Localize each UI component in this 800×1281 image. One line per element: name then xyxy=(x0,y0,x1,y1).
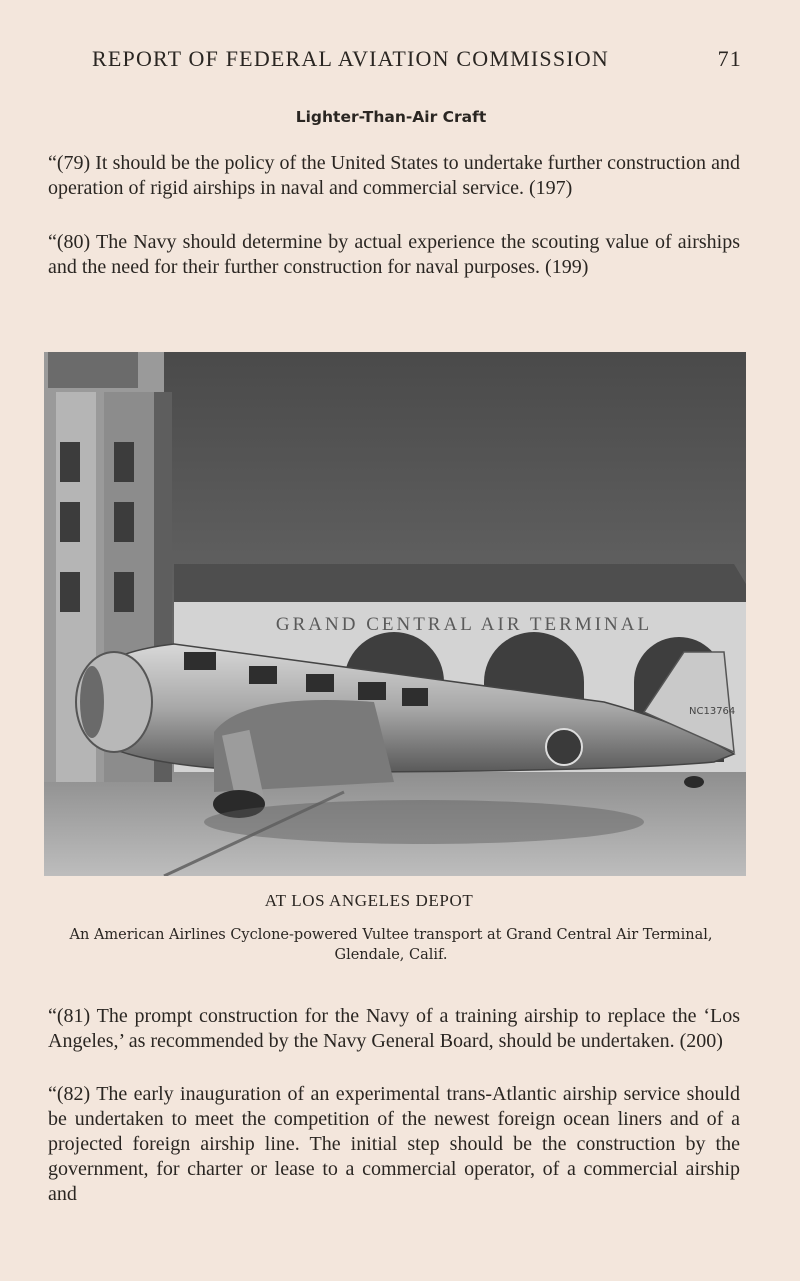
recommendation-82: “(82) The early inauguration of an experimental trans-Atlantic airship service should be undertaken to meet the competition of the newest foreign ocean liners and of a projected foreign airship line. The initial step should be the construction by the government, for charter or lease to a commercial operator, of a commercial airship and xyxy=(48,1083,740,1205)
photo-caption-title: AT LOS ANGELES DEPOT xyxy=(264,891,474,910)
photo-caption-text: An American Airlines Cyclone-powered Vultee transport at Grand Central Air Terminal, Glendale, Calif. xyxy=(69,927,713,963)
recommendation-81: “(81) The prompt construction for the Navy of a training airship to replace the ‘Los Angeles,’ as recommended by the Navy General Board, should be undertaken. (200) xyxy=(48,1005,740,1052)
airplane-photo xyxy=(44,352,746,876)
terminal-sign: GRAND CENTRAL AIR TERMINAL xyxy=(275,614,653,635)
tail-number: NC13764 xyxy=(689,706,736,717)
section-title: Lighter-Than-Air Craft xyxy=(295,108,487,126)
running-title: REPORT OF FEDERAL AVIATION COMMISSION xyxy=(92,46,609,71)
recommendation-79: “(79) It should be the policy of the United States to undertake further construction and operation of rigid airships in naval and commercial service. (197) xyxy=(48,152,740,199)
page-number: 71 xyxy=(717,46,742,71)
recommendation-80: “(80) The Navy should determine by actual experience the scouting value of airships and the need for their further construction for naval purposes. (199) xyxy=(48,231,740,278)
